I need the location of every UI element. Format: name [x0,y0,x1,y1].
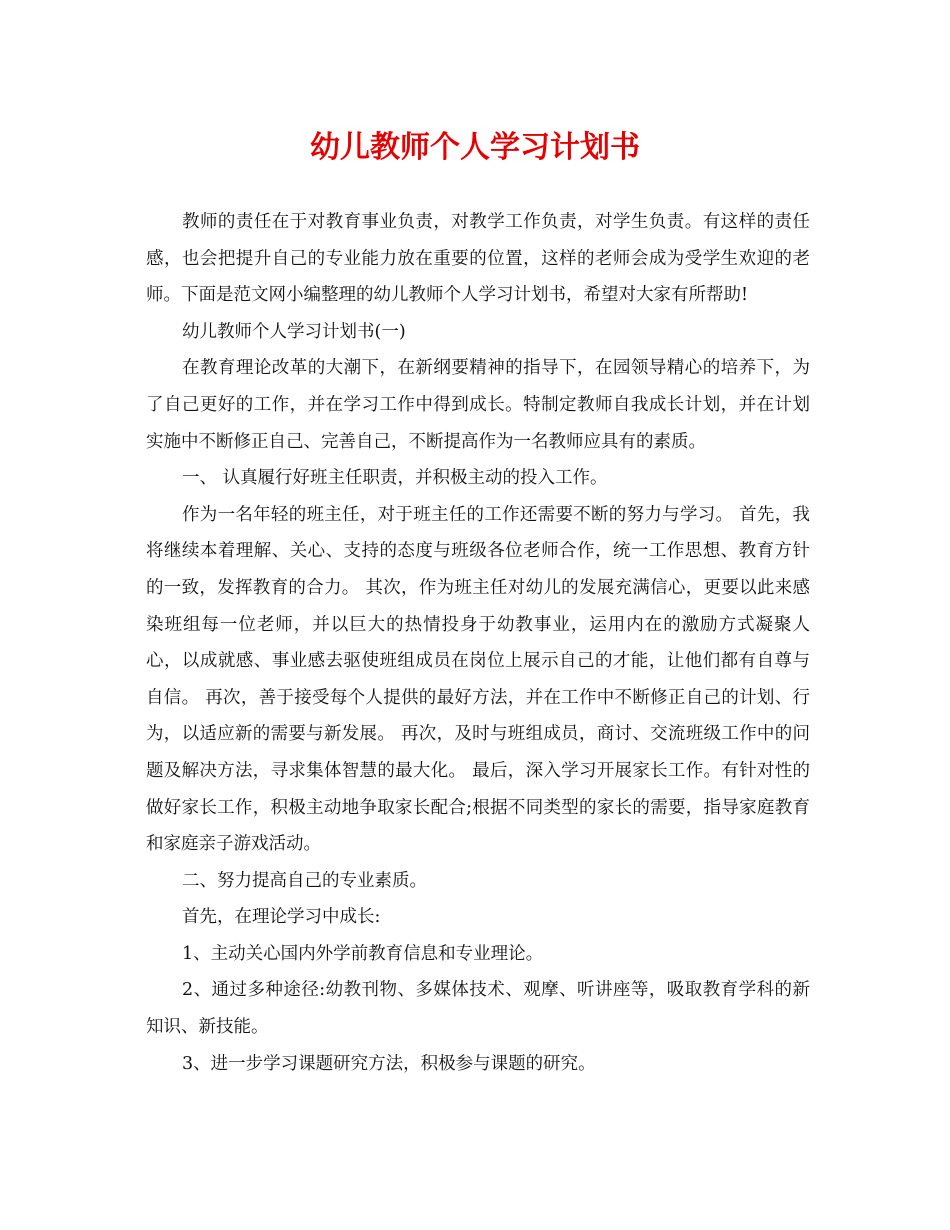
list-item-2: 2、通过多种途径:幼教刊物、多媒体技术、观摩、听讲座等，吸取教育学科的新知识、新技能。 [146,980,810,1038]
section-heading-1: 一、 认真履行好班主任职责，并积极主动的投入工作。 [182,468,608,489]
document-body [146,204,810,1082]
paragraph-preface: 在教育理论改革的大潮下，在新纲要精神的指导下，在园领导精心的培养下，为了自己更好的工作，并在学习工作中得到成长。特制定教师自我成长计划，并在计划实施中不断修正自己、完善自己，不断提高作为一名教师应具有的素质。 [146,358,810,452]
paragraph-section-1: 作为一名年轻的班主任，对于班主任的工作还需要不断的努力与学习。 首先，我将继续本着理解、关心、支持的态度与班级各位老师合作，统一工作思想、教育方针的一致，发挥教育的合力。 其次，作为班主任对幼儿的发展充满信心，更要以此来感染班组每一位老师，并以巨大的热情投身于幼教事业，运用内在的激励方式凝聚人心，以成就感、事业感去驱使班组成员在岗位上展示自己的才能，让他们都有自尊与自信。 再次，善于接受每个人提供的最好方法，并在工作中不断修正自己的计划、行为，以适应新的需要与新发展。 再次，及时与班组成员，商讨、交流班级工作中的问题及解决方法，寻求集体智慧的最大化。 最后，深入学习开展家长工作。有针对性的做好家长工作，积极主动地争取家长配合;根据不同类型的家长的需要，指导家庭教育和家庭亲子游戏活动。 [146,504,810,855]
paragraph-subheading: 首先，在理论学习中成长: [182,907,381,928]
list-item-3: 3、进一步学习课题研究方法，积极参与课题的研究。 [182,1053,596,1074]
document-title: 幼儿教师个人学习计划书 [310,130,640,165]
section-heading-2: 二、努力提高自己的专业素质。 [182,870,427,891]
paragraph-intro: 教师的责任在于对教育事业负责，对教学工作负责，对学生负责。有这样的责任感，也会把提升自己的专业能力放在重要的位置，这样的老师会成为受学生欢迎的老师。下面是范文网小编整理的幼儿教师个人学习计划书，希望对大家有所帮助! [146,212,810,306]
paragraph-subtitle: 幼儿教师个人学习计划书(一) [182,321,406,342]
list-item-1: 1、主动关心国内外学前教育信息和专业理论。 [182,943,544,964]
